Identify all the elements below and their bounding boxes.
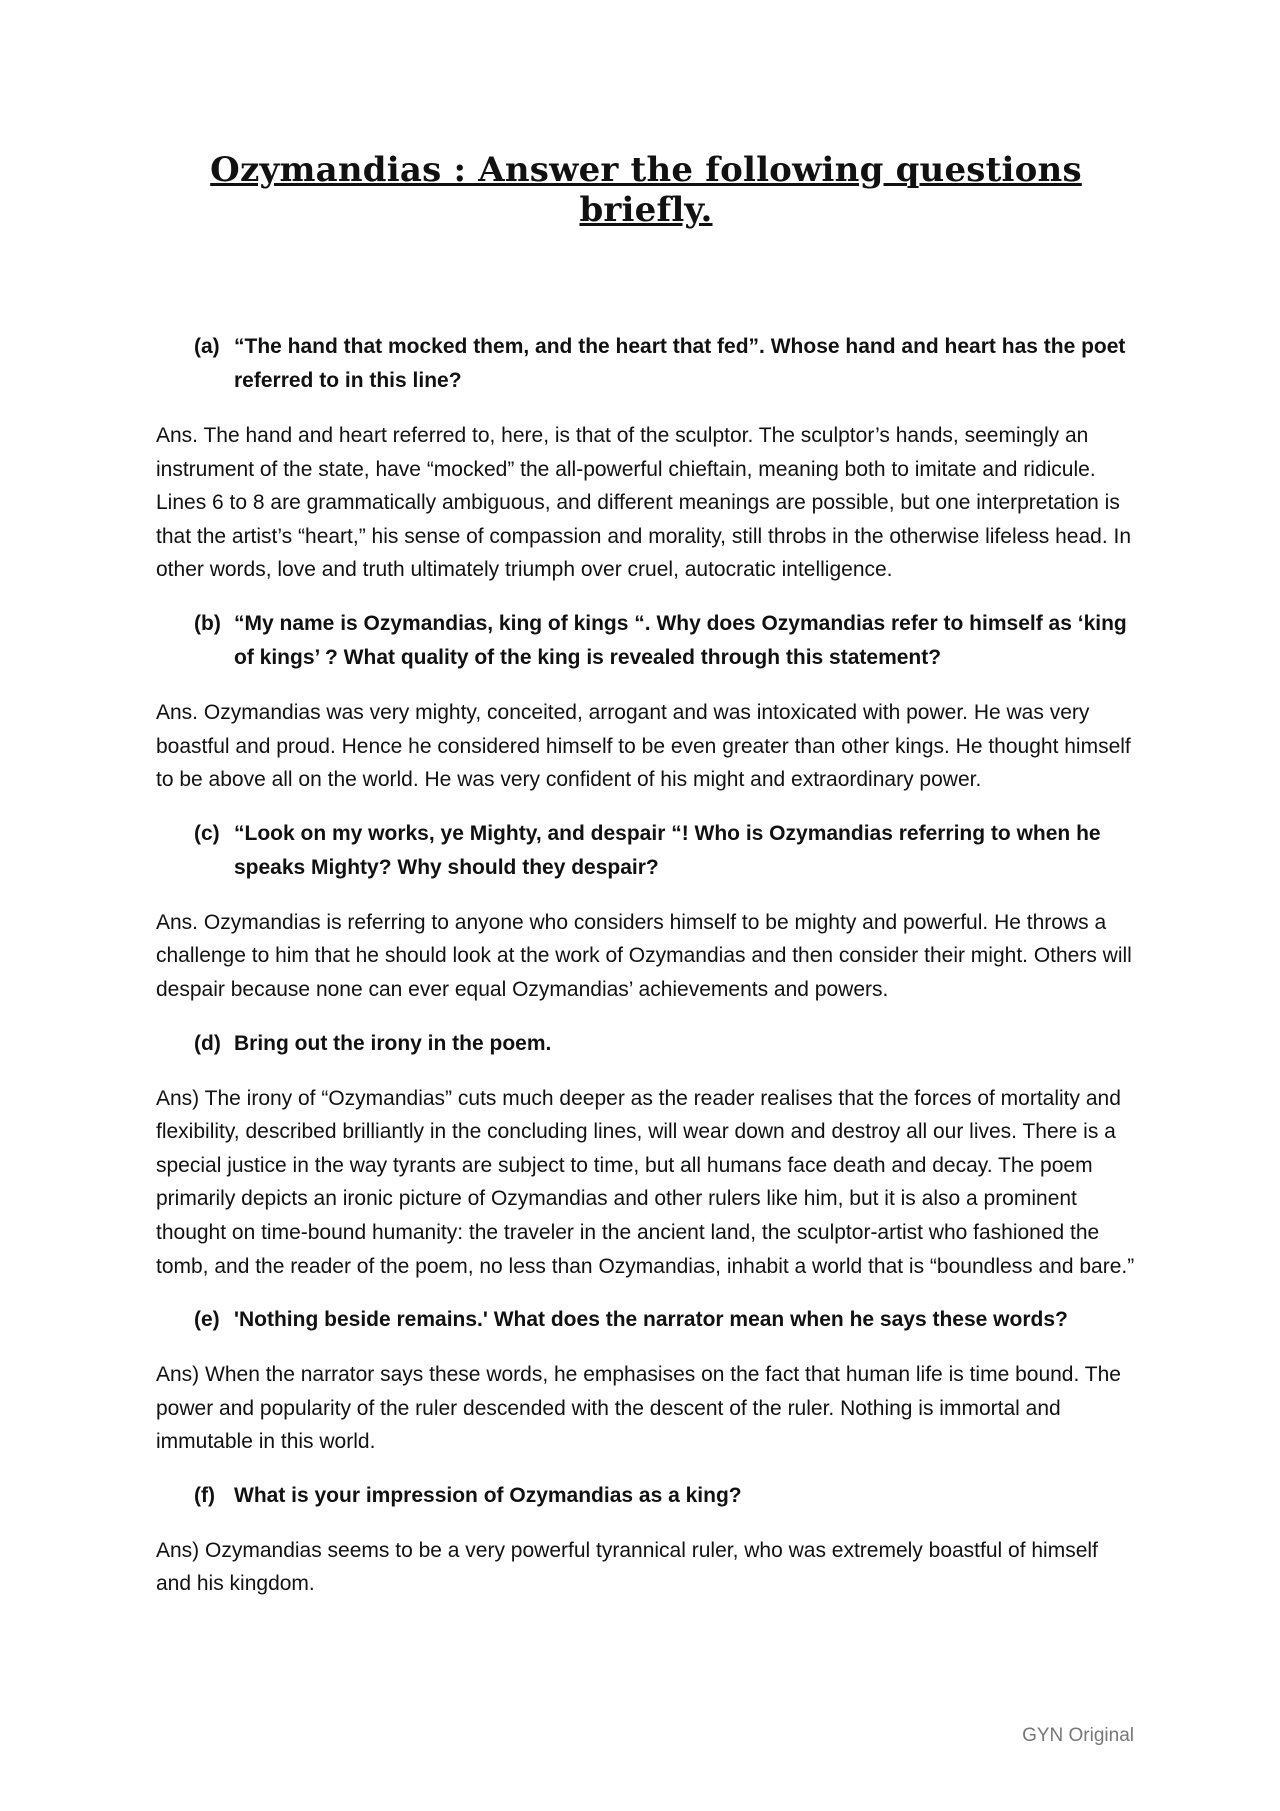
question-text: What is your impression of Ozymandias as a king?: [234, 1483, 742, 1507]
qa-item-b: [156, 607, 1136, 797]
question: [156, 330, 1136, 398]
document-page: [156, 150, 1136, 1621]
qa-item-c: [156, 817, 1136, 1007]
answer-text: Ans. Ozymandias is referring to anyone who considers himself to be mighty and powerful. He throws a challenge to him that he should look at the work of Ozymandias and then consider their might. Others will despair because none can ever equal Ozymandias’ achievements and powers.: [156, 910, 1132, 1001]
qa-item-a: [156, 330, 1136, 587]
question: [156, 607, 1136, 675]
answer-text: Ans) Ozymandias seems to be a very powerful tyrannical ruler, who was extremely boastful of himself and his kingdom.: [156, 1538, 1098, 1596]
answer-text: Ans) When the narrator says these words, he emphasises on the fact that human life is time bound. The power and popularity of the ruler descended with the descent of the ruler. Nothing is immortal and immutable in this world.: [156, 1363, 1121, 1454]
question-text: “My name is Ozymandias, king of kings “. Why does Ozymandias refer to himself as ‘king of kings’ ? What quality of the king is revealed through this statement?: [234, 611, 1127, 669]
question-label: (b): [194, 611, 221, 635]
answer-text: Ans) The irony of “Ozymandias” cuts much deeper as the reader realises that the forces of mortality and flexibility, described brilliantly in the concluding lines, will wear down and destroy all our lives. There is a special justice in the way tyrants are subject to time, but all humans face death and decay. The poem primarily depicts an ironic picture of Ozymandias and other rulers like him, but it is also a prominent thought on time-bound humanity: the traveler in the ancient land, the sculptor-artist who fashioned the tomb, and the reader of the poem, no less than Ozymandias, inhabit a world that is “boundless and bare.”: [156, 1086, 1135, 1278]
question-label: (e): [194, 1308, 220, 1332]
qa-item-d: [156, 1027, 1136, 1284]
question-text: “Look on my works, ye Mighty, and despair “! Who is Ozymandias referring to when he speaks Mighty? Why should they despair?: [234, 821, 1101, 879]
question: [156, 1479, 1136, 1513]
footer-credit: GYN Original: [1022, 1725, 1134, 1746]
question-text: Bring out the irony in the poem.: [234, 1031, 552, 1055]
question-label: (f): [194, 1483, 215, 1507]
question-label: (c): [194, 821, 220, 845]
qa-item-f: [156, 1479, 1136, 1601]
question-label: (d): [194, 1031, 221, 1055]
question: [156, 1027, 1136, 1061]
page-title: Ozymandias : Answer the following questions briefly.: [210, 150, 1082, 230]
question-label: (a): [194, 335, 220, 358]
qa-item-e: [156, 1303, 1136, 1459]
question: [156, 817, 1136, 885]
answer-text: Ans. Ozymandias was very mighty, conceited, arrogant and was intoxicated with power. He was very boastful and proud. Hence he considered himself to be even greater than other kings. He thought himself to be above all on the world. He was very confident of his might and extraordinary power.: [156, 700, 1131, 792]
question-text: “The hand that mocked them, and the heart that fed”. Whose hand and heart has the poet referred to in this line?: [234, 335, 1126, 392]
question-text: 'Nothing beside remains.' What does the narrator mean when he says these words?: [234, 1308, 1068, 1332]
question: [156, 1303, 1136, 1337]
answer-text: Ans. The hand and heart referred to, here, is that of the sculptor. The sculptor’s hands, seemingly an instrument of the state, have “mocked” the all-powerful chieftain, meaning both to imitate and ridicule. Lines 6 to 8 are grammatically ambiguous, and different meanings are possible, but one interpretation is that the artist’s “heart,” his sense of compassion and morality, still throbs in the otherwise lifeless head. In other words, love and truth ultimately triumph over cruel, autocratic intelligence.: [156, 424, 1132, 582]
